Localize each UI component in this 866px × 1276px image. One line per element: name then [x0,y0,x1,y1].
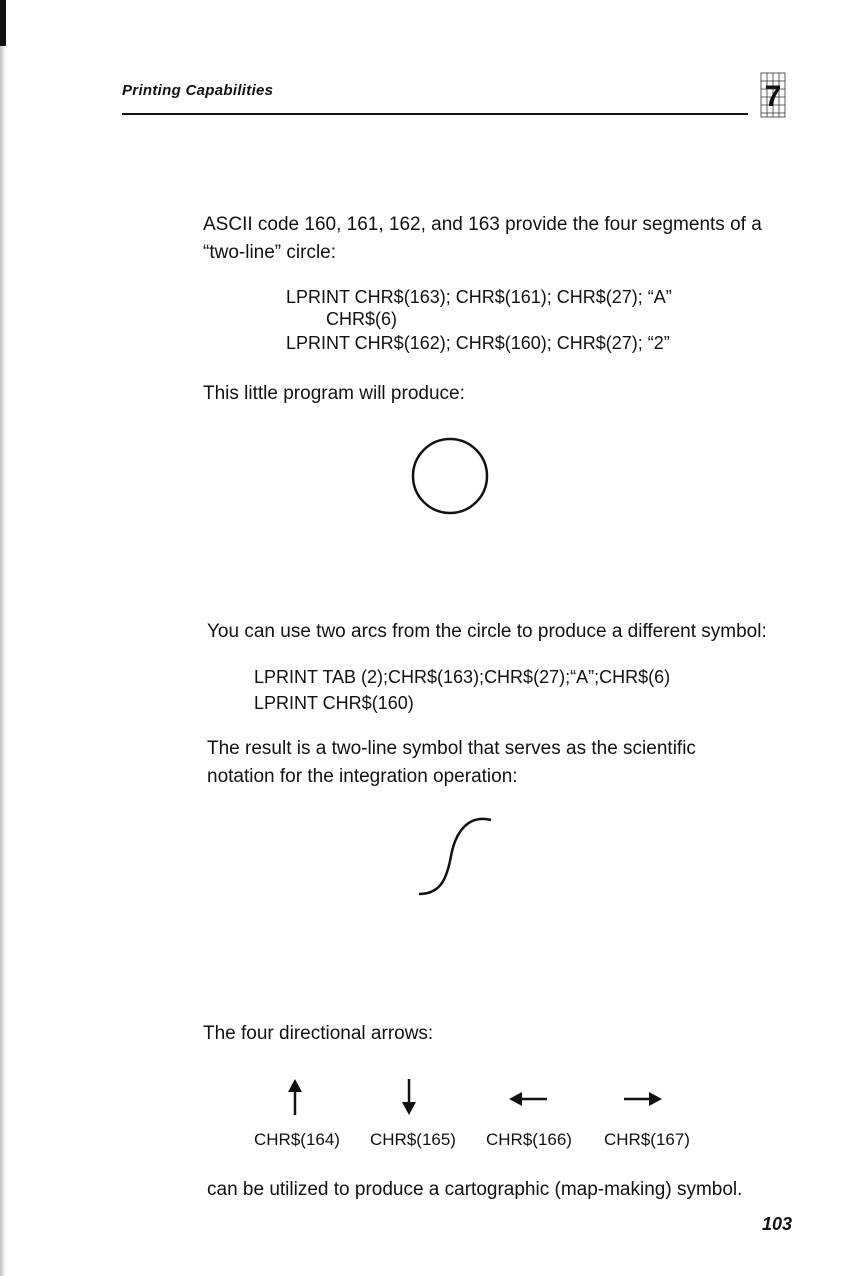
para-integration: The result is a two-line symbol that serves as the scientific [207,738,696,759]
code-line: LPRINT CHR$(162); CHR$(160); CHR$(27); “2” [286,333,670,353]
chapter-number: 7 [764,80,782,113]
running-header: Printing Capabilities [122,82,274,99]
header-rule [122,113,748,115]
code-line: LPRINT CHR$(160) [254,693,414,713]
para-program-produces: This little program will produce: [203,383,465,404]
scan-mark [0,0,6,46]
para-ascii-codes-cont: “two-line” circle: [203,242,337,263]
code-line: CHR$(6) [326,309,398,329]
para-arrows: The four directional arrows: [203,1023,434,1044]
up-arrow-icon [285,1078,305,1116]
chapter-tab-icon [760,72,786,118]
para-two-arcs: You can use two arcs from the circle to produce a different symbol: [207,621,767,642]
code-line: LPRINT CHR$(163); CHR$(161); CHR$(27); “A” [286,287,672,307]
scan-edge [0,0,6,1276]
integral-symbol-icon [415,814,495,900]
para-integration-cont: notation for the integration operation: [207,766,518,787]
page-number: 103 [762,1214,793,1234]
circle-symbol-icon [410,436,490,516]
arrow-caption: CHR$(164) [254,1130,340,1149]
left-arrow-icon [508,1090,548,1108]
para-ascii-codes: ASCII code 160, 161, 162, and 163 provide the four segments of a [203,214,762,235]
arrow-caption: CHR$(167) [604,1130,690,1149]
arrow-caption: CHR$(166) [486,1130,572,1149]
right-arrow-icon [623,1090,663,1108]
para-cartographic: can be utilized to produce a cartographic (map-making) symbol. [207,1179,743,1200]
code-line: LPRINT TAB (2);CHR$(163);CHR$(27);“A”;CHR$(6) [254,667,671,687]
arrow-caption: CHR$(165) [370,1130,456,1149]
down-arrow-icon [399,1078,419,1116]
